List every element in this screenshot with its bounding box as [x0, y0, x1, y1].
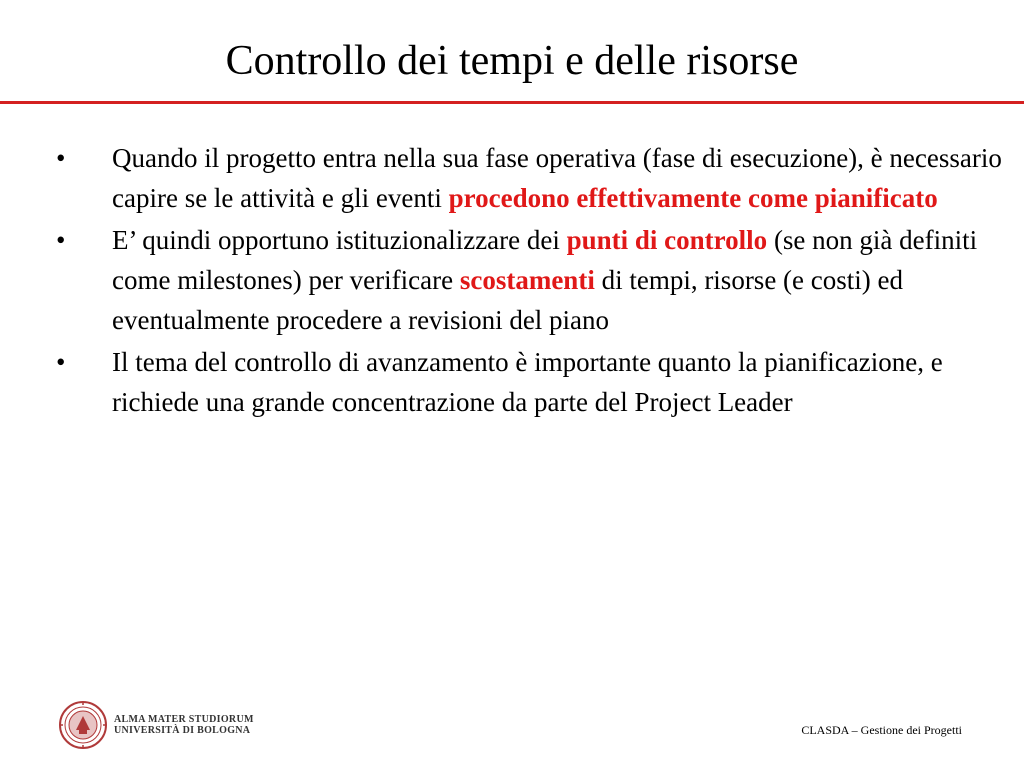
title-divider	[0, 101, 1024, 104]
bullet-mark: •	[56, 143, 66, 173]
bullet-text: (se non già definiti come milestones) per verificare	[112, 225, 978, 295]
highlighted-text: scostamenti	[459, 265, 595, 295]
bullet-text: Quando il progetto entra nella sua fase operativa (fase di esecuzione), è necessario capire se le attività e gli eventi	[112, 143, 1002, 213]
bullet-mark: •	[56, 225, 66, 255]
logo-line: ALMA MATER STUDIORUM	[114, 714, 254, 725]
bullet-item	[52, 220, 1002, 340]
bullet-text: E’ quindi opportuno istituzionalizzare dei	[112, 225, 567, 255]
highlighted-text: procedono effettivamente come pianificato	[448, 183, 938, 213]
bullet-mark: •	[56, 347, 66, 377]
footer-caption: CLASDA – Gestione dei Progetti	[801, 723, 962, 737]
slide-title: Controllo dei tempi e delle risorse	[225, 38, 799, 84]
highlighted-text: punti di controllo	[566, 225, 768, 255]
bullet-item	[52, 342, 1002, 422]
bullet-text: di tempi, risorse (e costi) ed eventualmente procedere a revisioni del piano	[112, 265, 903, 335]
university-logo	[58, 700, 254, 750]
bullet-list	[52, 138, 1002, 424]
bullet-item	[52, 138, 1002, 218]
logo-wordmark	[114, 714, 254, 736]
university-seal-icon	[58, 700, 108, 750]
logo-line: UNIVERSITÀ DI BOLOGNA	[114, 725, 251, 736]
bullet-text: Il tema del controllo di avanzamento è importante quanto la pianificazione, e richiede una grande concentrazione da parte del Project Leader	[112, 347, 943, 417]
